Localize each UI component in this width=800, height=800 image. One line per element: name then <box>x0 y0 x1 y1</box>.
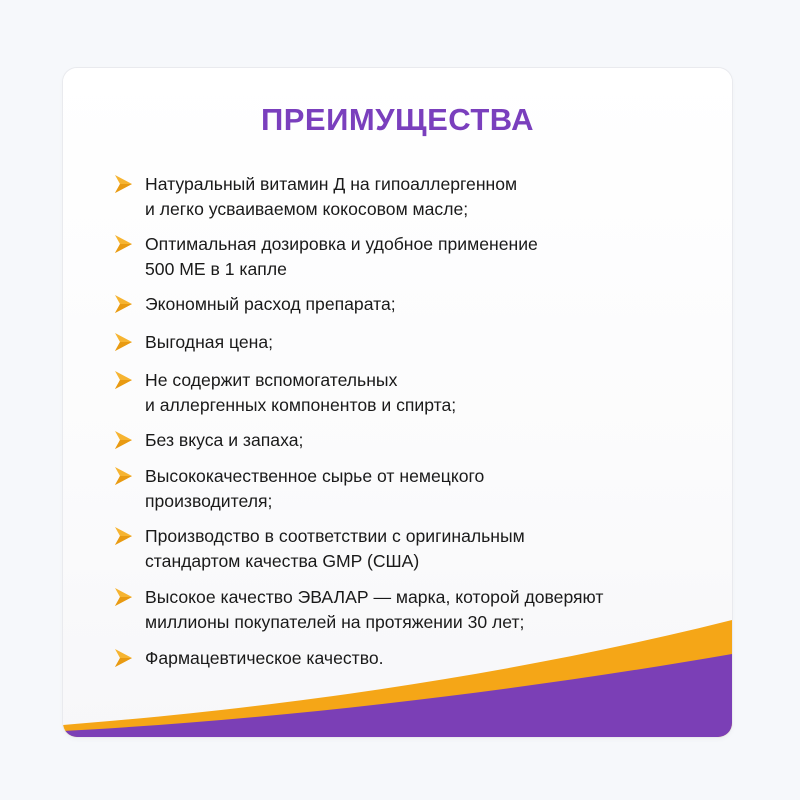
list-item <box>114 646 714 671</box>
list-item-text: Натуральный витамин Д на гипоаллергенном и легко усваиваемом кокосовом масле; <box>145 174 518 219</box>
list-item-text: Выгодная цена; <box>145 332 274 352</box>
list-item-text: Производство в соответствии с оригинальным стандартом качества GMP (США) <box>145 526 525 571</box>
triangle-arrow-icon <box>114 527 132 545</box>
triangle-arrow-icon <box>114 295 132 313</box>
list-item <box>114 172 714 222</box>
list-item <box>114 524 714 574</box>
triangle-arrow-icon <box>114 175 132 193</box>
triangle-arrow-icon <box>114 371 132 389</box>
triangle-arrow-icon <box>114 467 132 485</box>
list-item <box>114 428 714 453</box>
list-item-text: Экономный расход препарата; <box>145 294 396 314</box>
list-item <box>114 585 714 635</box>
list-item-text: Высокое качество ЭВАЛАР — марка, которой доверяют миллионы покупателей на протяжении 30 лет; <box>145 587 604 632</box>
card-title: ПРЕИМУЩЕСТВА <box>260 102 535 137</box>
list-item-text: Оптимальная дозировка и удобное применение 500 МЕ в 1 капле <box>145 234 538 279</box>
triangle-arrow-icon <box>114 649 132 667</box>
list-item <box>114 330 714 355</box>
benefits-card <box>63 68 732 737</box>
triangle-arrow-icon <box>114 431 132 449</box>
triangle-arrow-icon <box>114 235 132 253</box>
triangle-arrow-icon <box>114 333 132 351</box>
triangle-arrow-icon <box>114 588 132 606</box>
list-item-text: Без вкуса и запаха; <box>145 430 304 450</box>
list-item <box>114 232 714 282</box>
list-item-text: Высококачественное сырье от немецкого производителя; <box>145 466 485 511</box>
list-item-text: Фармацевтическое качество. <box>145 648 384 668</box>
list-item <box>114 292 714 317</box>
list-item-text: Не содержит вспомогательных и аллергенных компонентов и спирта; <box>145 370 457 415</box>
list-item <box>114 368 714 418</box>
list-item <box>114 464 714 514</box>
